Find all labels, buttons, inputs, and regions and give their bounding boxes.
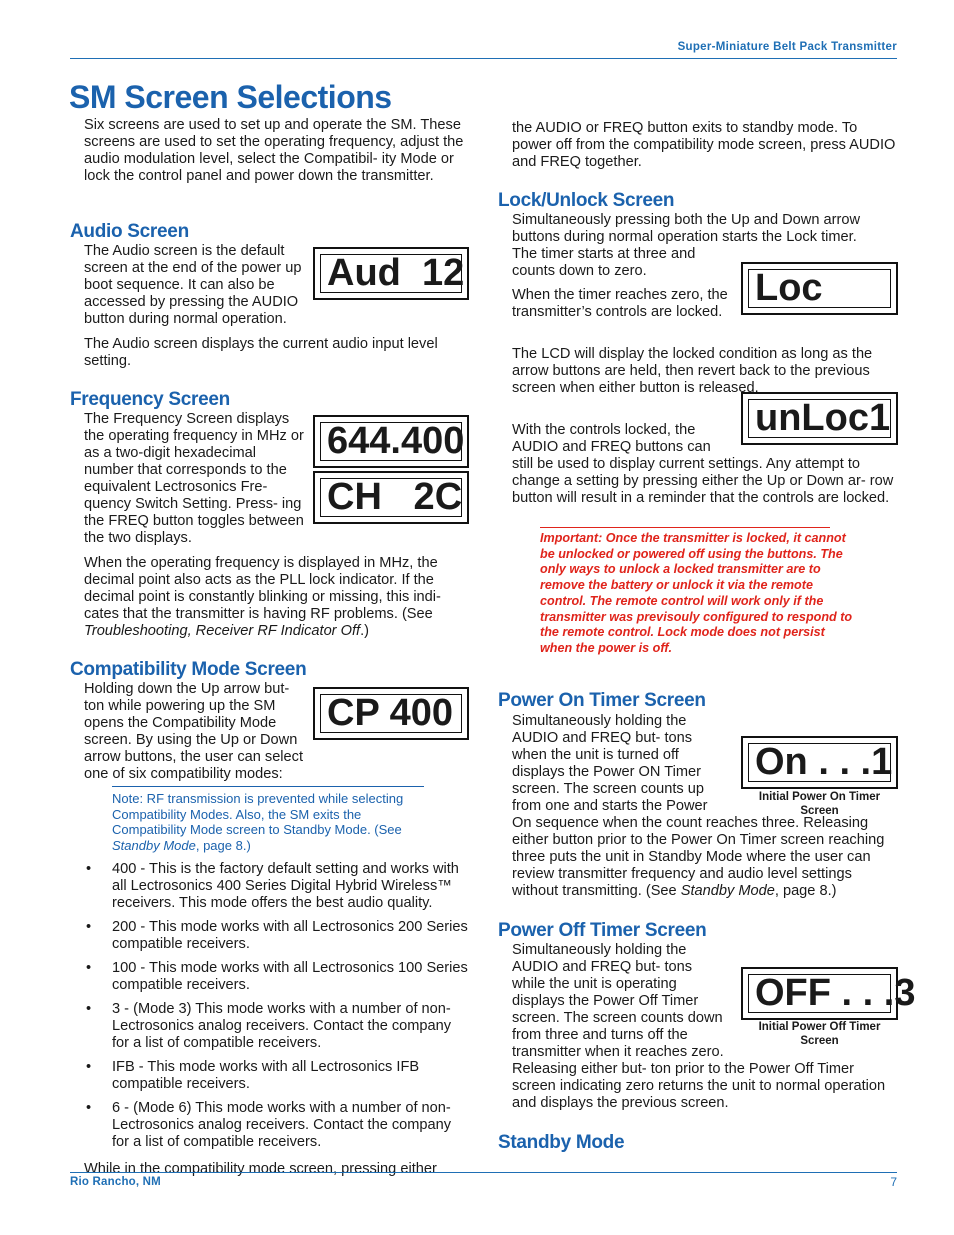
frequency-hex-lcd-text: CH 2C	[320, 478, 462, 517]
troubleshooting-reference: Troubleshooting, Receiver RF Indicator Off	[84, 623, 361, 639]
power-on-lcd	[741, 736, 898, 789]
lock-paragraph-4: With the controls locked, the AUDIO and FREQ buttons can still be used to display current settings. Any attempt to change a setting by pressing either the Up or Down ar- row button will result in a reminder that the controls are locked.	[512, 422, 894, 506]
list-item: • 400 - This is the factory default setting and works with all Lectrosonics 400 Series Digital Hybrid Wireless™ receivers. This mode offers the best audio quality.	[84, 861, 472, 912]
audio-lcd-text: Aud 12	[320, 254, 462, 293]
audio-paragraph-1: The Audio screen is the default screen at the end of the power up boot sequence. It can also be accessed by pressing the AUDIO button during normal operation.	[84, 243, 302, 327]
footer-rule	[70, 1172, 897, 1173]
intro-paragraph: Six screens are used to set up and operate the SM. These screens are used to set the operating frequency, adjust the audio modulation level, select the Compatibil- ity Mode or lock the control panel and power down the transmitter.	[84, 117, 464, 184]
compat-mode-list	[84, 861, 472, 1158]
power-off-lcd	[741, 967, 916, 1020]
power-off-heading: Power Off Timer Screen	[498, 920, 707, 941]
audio-paragraph-2: The Audio screen displays the current audio input level setting.	[84, 336, 438, 369]
lock-important-note: Important: Once the transmitter is locked, it cannot be unlocked or powered off using the buttons. The only ways to unlock a locked transmitter are to remove the battery or unlock it via the remote control. The remote control will work only if the transmitter was previsouly configured to respond to the remote control. Lock mode does not persist when the power is off.	[540, 531, 853, 655]
frequency-paragraph-1: The Frequency Screen displays the operating frequency in MHz or as a two-digit hexadecimal number that corresponds to the equivalent Lectrosonics Fre- quency Switch Setting. Press- ing the FREQ button toggles between the two displays.	[84, 411, 304, 546]
page-number: 7	[890, 1175, 897, 1189]
standby-heading: Standby Mode	[498, 1132, 625, 1153]
compat-lcd	[313, 687, 469, 740]
lock-heading: Lock/Unlock Screen	[498, 190, 675, 211]
lock-paragraph-2: When the timer reaches zero, the transmitter’s controls are locked.	[512, 287, 728, 320]
frequency-mhz-lcd	[313, 415, 469, 468]
lock-lcd-text: Loc	[748, 269, 891, 308]
page-title: SM Screen Selections	[69, 79, 392, 115]
note-rule	[112, 786, 424, 787]
compat-note: Note: RF transmission is prevented while selecting Compatibility Modes. Also, the SM exits the Compatibility Mode screen to Standby Mode. (See Standby Mode, page 8.)	[112, 791, 404, 854]
list-item: • 200 - This mode works with all Lectrosonics 200 Series compatible receivers.	[84, 919, 472, 953]
list-item: • 3 - (Mode 3) This mode works with a number of non-Lectrosonics analog receivers. Contact the company for a list of compatible receivers.	[84, 1001, 472, 1052]
power-on-lcd-text: On . . .1	[748, 743, 891, 782]
frequency-mhz-lcd-text: 644.400	[320, 422, 462, 461]
power-off-paragraph: Simultaneously holding the AUDIO and FREQ but- tons while the unit is operating displays the Power Off Timer screen. The screen counts down from three and turns off the transmitter when it reaches zero. Releasing either but- ton prior to the Power Off Timer screen indicating zero returns the unit to normal operation and displays the previous screen.	[512, 942, 886, 1111]
compat-lcd-text: CP 400	[320, 694, 462, 733]
power-on-paragraph: Simultaneously holding the AUDIO and FREQ but- tons when the unit is turned off displays the Power ON Timer screen. The screen counts up from one and starts the Power On sequence when the count reaches three. Releasing either button prior to the Power On Timer screen reaching three puts the unit in Standby Mode where the user can review transmitter frequency and audio level settings without transmitting. (See Standby Mode, page 8.)	[512, 713, 885, 899]
power-on-caption: Initial Power On Timer Screen	[758, 791, 881, 817]
compat-closing-continued: the AUDIO or FREQ button exits to standby mode. To power off from the compatibility mode screen, press AUDIO and FREQ together.	[512, 120, 896, 170]
lock-paragraph-1: Simultaneously pressing both the Up and Down arrow buttons during normal operation starts the Lock timer. The timer starts at three and counts down to zero.	[512, 212, 861, 279]
frequency-paragraph-2: When the operating frequency is displayed in MHz, the decimal point also acts as the PLL lock indicator. If the decimal point is constantly blinking or missing, this indi- cates that the transmitter is having RF problems. (See Troubleshooting, Receiver RF Indicator Off.)	[84, 555, 441, 639]
compat-heading: Compatibility Mode Screen	[70, 659, 307, 680]
important-rule	[540, 527, 830, 528]
audio-heading: Audio Screen	[70, 221, 189, 242]
compat-paragraph-1: Holding down the Up arrow but- ton while powering up the SM opens the Compatibility Mode screen. By using the Up or Down arrow buttons, the user can select one of six compatibility modes:	[84, 681, 304, 782]
lock-lcd	[741, 262, 898, 315]
list-item: • 6 - (Mode 6) This mode works with a number of non-Lectrosonics analog receivers. Contact the company for a list of compatible receivers.	[84, 1100, 472, 1151]
compat-closing: While in the compatibility mode screen, pressing either	[84, 1161, 437, 1177]
footer-location: Rio Rancho, NM	[70, 1176, 161, 1188]
frequency-hex-lcd	[313, 471, 469, 524]
power-off-lcd-text: OFF . . .3	[748, 974, 891, 1013]
power-on-heading: Power On Timer Screen	[498, 690, 706, 711]
list-item: • 100 - This mode works with all Lectrosonics 100 Series compatible receivers.	[84, 960, 472, 994]
running-header: Super-Miniature Belt Pack Transmitter	[677, 41, 897, 53]
list-item: • IFB - This mode works with all Lectrosonics IFB compatible receivers.	[84, 1059, 472, 1093]
unlock-lcd-text: unLoc1	[748, 399, 891, 438]
frequency-heading: Frequency Screen	[70, 389, 230, 410]
power-off-caption: Initial Power Off Timer Screen	[758, 1021, 881, 1047]
audio-lcd	[313, 247, 469, 300]
lock-paragraph-3: The LCD will display the locked condition as long as the arrow buttons are held, then revert back to the previous screen when either button is released.	[512, 346, 873, 396]
header-rule	[70, 58, 897, 59]
